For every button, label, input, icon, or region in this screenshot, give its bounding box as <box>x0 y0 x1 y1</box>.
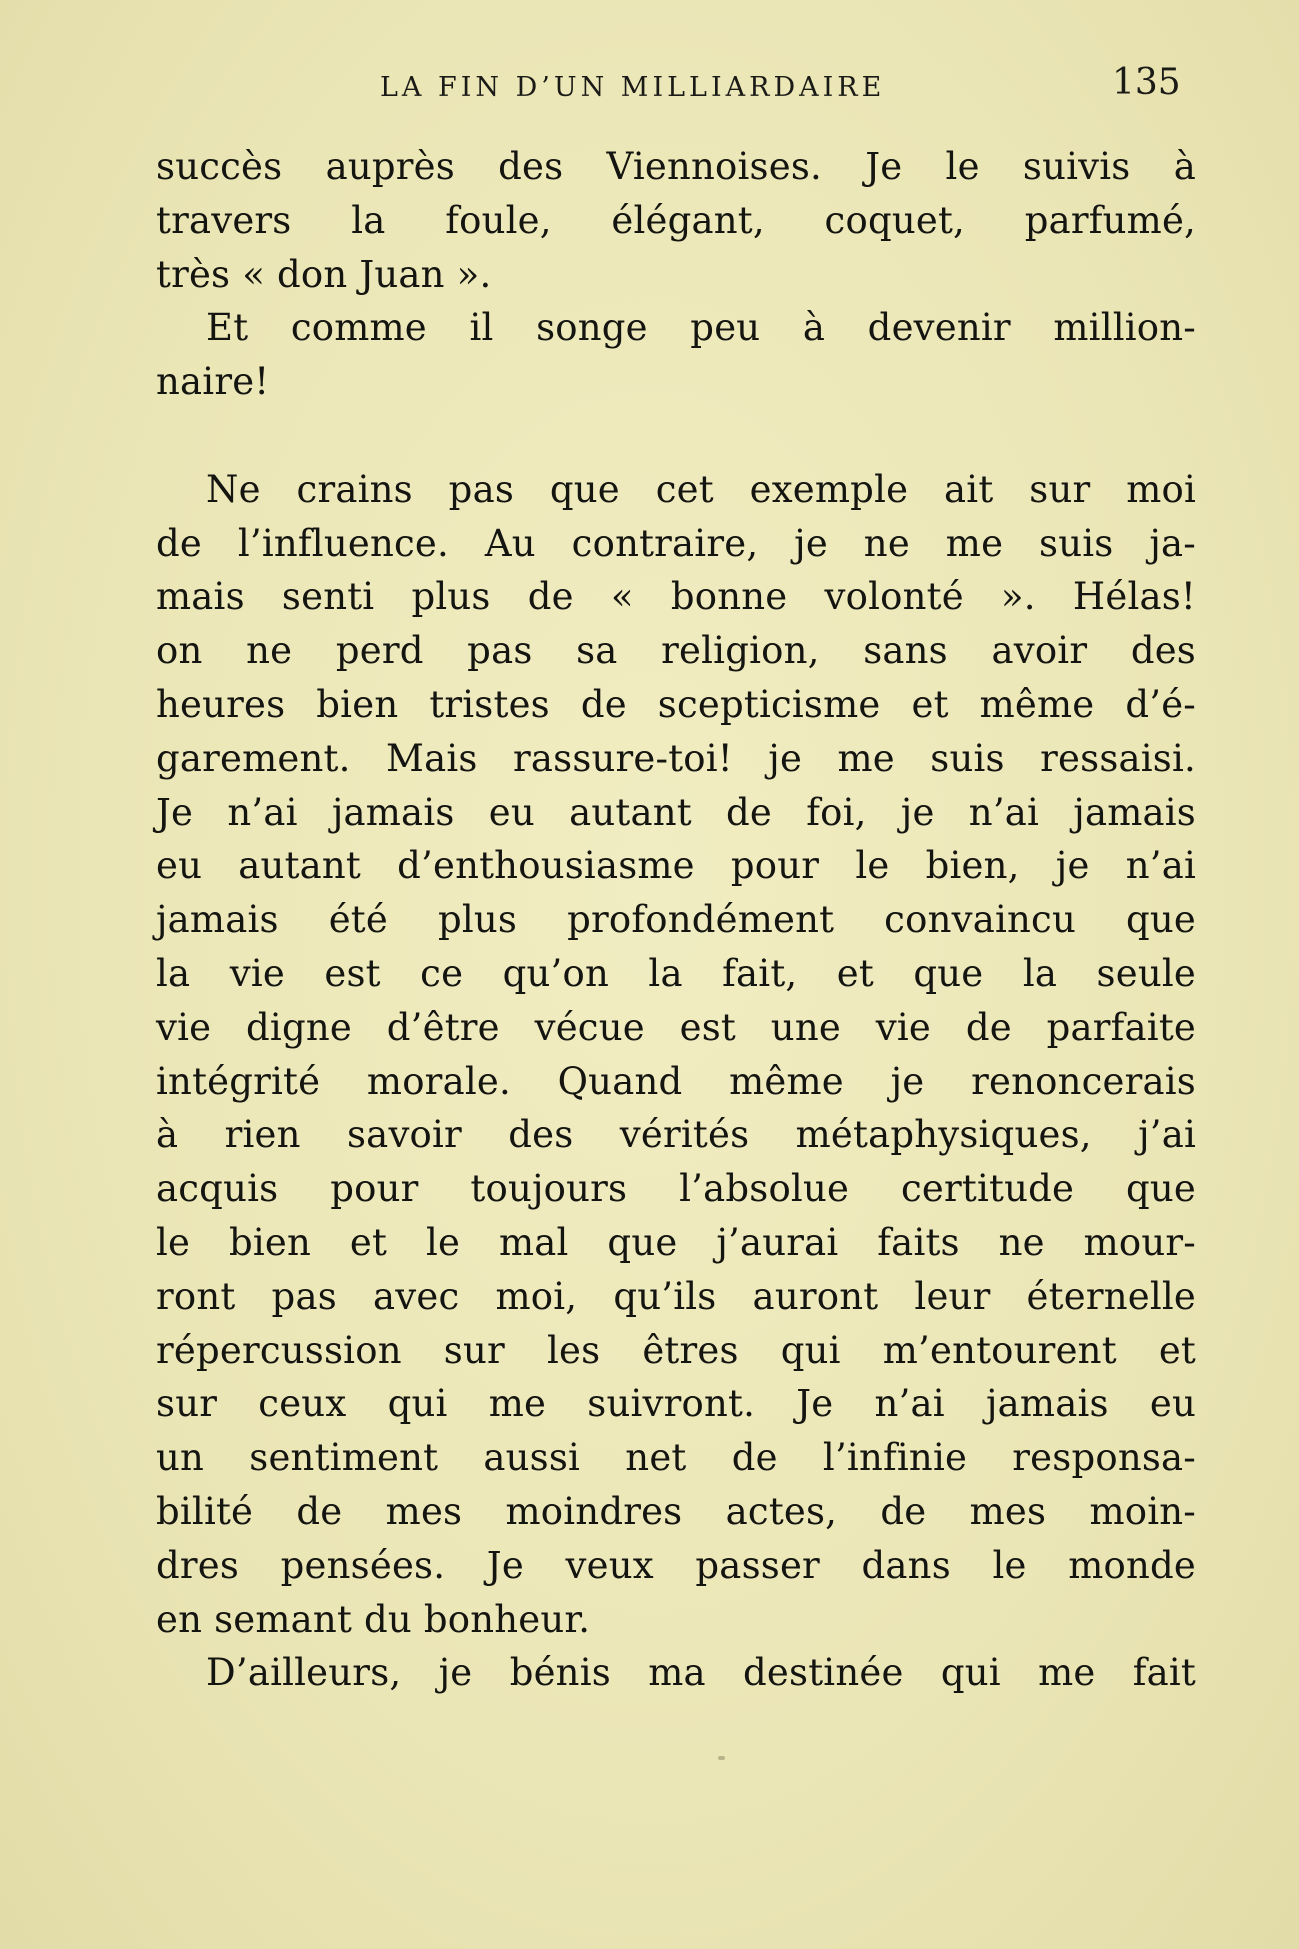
body-text <box>156 140 1196 1700</box>
text-line: intégrité morale. Quand même je renoncerais <box>156 1059 1196 1103</box>
text-line: naire! <box>156 360 270 404</box>
text-line: Ne crains pas que cet exemple ait sur moi <box>206 467 1196 511</box>
text-line: très « don Juan ». <box>156 252 492 296</box>
text-line: sur ceux qui me suivront. Je n’ai jamais eu <box>156 1382 1196 1426</box>
text-line: travers la foule, élégant, coquet, parfumé, <box>156 198 1196 242</box>
text-line: acquis pour toujours l’absolue certitude que <box>156 1167 1196 1211</box>
text-line: ront pas avec moi, qu’ils auront leur éternelle <box>156 1274 1196 1318</box>
text-line: succès auprès des Viennoises. Je le suivis à <box>156 145 1196 188</box>
text-line: eu autant d’enthousiasme pour le bien, je n’ai <box>156 844 1196 888</box>
text-line: la vie est ce qu’on la fait, et que la seule <box>156 951 1196 995</box>
text-line: Et comme il songe peu à devenir million- <box>206 306 1196 350</box>
text-line: mais senti plus de « bonne volonté ». Hélas! <box>156 575 1196 619</box>
text-line: D’ailleurs, je bénis ma destinée qui me fait <box>206 1651 1196 1695</box>
text-line: on ne perd pas sa religion, sans avoir des <box>156 629 1196 673</box>
text-line: de l’influence. Au contraire, je ne me suis ja- <box>156 521 1196 565</box>
paragraph-gap <box>156 409 1196 463</box>
text-line: un sentiment aussi net de l’infinie responsa- <box>156 1436 1196 1480</box>
text-line: vie digne d’être vécue est une vie de parfaite <box>156 1005 1196 1049</box>
text-line: le bien et le mal que j’aurai faits ne mour- <box>156 1220 1196 1264</box>
text-line: heures bien tristes de scepticisme et même d’é- <box>156 682 1196 726</box>
page-number: 135 <box>1112 62 1181 103</box>
text-line: en semant du bonheur. <box>156 1597 591 1641</box>
text-line: Je n’ai jamais eu autant de foi, je n’ai jamais <box>156 790 1196 834</box>
text-line: jamais été plus profondément convaincu que <box>156 898 1196 942</box>
paper-speck <box>718 1756 725 1760</box>
text-line: bilité de mes moindres actes, de mes moin- <box>156 1489 1196 1533</box>
text-line: dres pensées. Je veux passer dans le monde <box>156 1543 1196 1587</box>
text-line: garement. Mais rassure-toi! je me suis ressaisi. <box>156 736 1196 780</box>
running-title: LA FIN D’UN MILLIARDAIRE <box>380 72 886 103</box>
text-line: à rien savoir des vérités métaphysiques, j’ai <box>156 1113 1196 1157</box>
text-line: répercussion sur les êtres qui m’entourent et <box>156 1328 1196 1372</box>
